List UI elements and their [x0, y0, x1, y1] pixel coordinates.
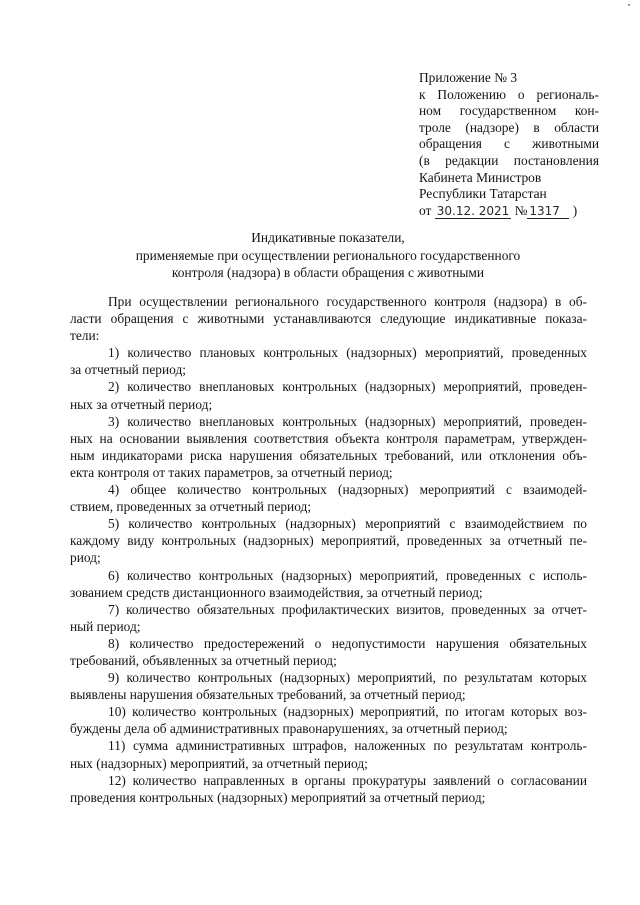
appendix-line-2: ном государственном кон-	[419, 103, 599, 119]
number-prefix: №	[514, 202, 528, 218]
list-item-4	[70, 481, 587, 515]
list-item-3-line: 3) количество внеплановых контрольных (надзорных) мероприятий, проведен-	[108, 413, 587, 429]
list-item-10	[70, 703, 587, 737]
list-item-5-line: 5) количество контрольных (надзорных) мероприятий с взаимодействием по	[108, 516, 587, 532]
list-item-5	[70, 515, 587, 566]
list-item-5-line: риод;	[70, 550, 101, 566]
list-item-12-line: 12) количество направленных в органы прокуратуры заявлений о согласовании	[108, 772, 587, 788]
appendix-block	[419, 70, 599, 219]
list-item-12-line: проведения контрольных (надзорных) мероприятий за отчетный период;	[70, 789, 486, 805]
list-item-3	[70, 413, 587, 481]
closing-paren: )	[572, 202, 578, 218]
document-body	[70, 293, 587, 806]
list-item-7-line: 7) количество обязательных профилактических визитов, проведенных за отчет-	[108, 601, 587, 617]
list-item-6-line: 6) количество контрольных (надзорных) мероприятий, проведенных с исполь-	[108, 567, 587, 583]
list-item-7	[70, 601, 587, 635]
intro-paragraph-line: тели:	[70, 328, 100, 344]
list-item-1	[70, 344, 587, 378]
document-title	[70, 229, 586, 282]
appendix-line-7: Республики Татарстан	[419, 186, 547, 202]
appendix-line-3: троле (надзоре) в области	[419, 119, 599, 135]
list-item-2	[70, 378, 587, 412]
list-item-6-line: зованием средств дистанционного взаимодействия, за отчетный период;	[70, 584, 483, 600]
list-item-11-line: ных (надзорных) мероприятий, за отчетный период;	[70, 755, 368, 771]
intro-paragraph-line: При осуществлении регионального государственного контроля (надзора) в об-	[108, 294, 587, 309]
intro-paragraph	[70, 293, 587, 344]
appendix-line-1: к Положению о региональ-	[419, 86, 599, 102]
intro-paragraph-line: ласти обращения с животными устанавливаются следующие индикативные показа-	[70, 311, 587, 327]
appendix-line-4: обращения с животными	[419, 136, 599, 152]
list-item-4-line: 4) общее количество контрольных (надзорных) мероприятий с взаимодей-	[108, 482, 587, 498]
list-item-3-line: ных на основании выявления соответствия объекта контроля параметрам, утвержден-	[70, 430, 587, 446]
list-item-8-line: 8) количество предостережений о недопустимости нарушения обязательных	[108, 635, 587, 651]
list-item-8-line: требований, объявленных за отчетный период;	[70, 652, 337, 668]
list-item-11	[70, 737, 587, 771]
date-prefix: от	[419, 202, 432, 218]
title-line-0: Индикативные показатели,	[251, 230, 405, 245]
list-item-11-line: 11) сумма административных штрафов, наложенных по результатам контроль-	[108, 738, 587, 754]
list-item-2-line: 2) количество внеплановых контрольных (надзорных) мероприятий, проведен-	[108, 379, 587, 395]
list-item-3-line: ным индикаторами риска нарушения обязательных требований, или отклонения объ-	[70, 447, 587, 463]
list-item-6	[70, 567, 587, 601]
list-item-2-line: ных за отчетный период;	[70, 396, 213, 412]
list-item-5-line: каждому виду контрольных (надзорных) мероприятий, проведенных за отчетный пе-	[70, 533, 587, 549]
list-item-12	[70, 772, 587, 806]
appendix-line-0: Приложение № 3	[419, 70, 518, 85]
handwritten-date: 30.12. 2021	[436, 203, 510, 218]
appendix-line-5: (в редакции постановления	[419, 152, 599, 168]
title-line-2: контроля (надзора) в области обращения с животными	[171, 265, 485, 280]
appendix-line-6: Кабинета Министров	[419, 169, 542, 185]
handwritten-number: 1317	[527, 205, 569, 219]
title-line-1: применяемые при осуществлении регионального государственного	[135, 247, 521, 263]
list-item-9-line: 9) количество контрольных (надзорных) мероприятий, по результатам которых	[108, 670, 587, 686]
list-item-9	[70, 669, 587, 703]
list-item-1-line: за отчетный период;	[70, 362, 186, 378]
appendix-date-line	[419, 203, 599, 220]
list-item-10-line: 10) количество контрольных (надзорных) мероприятий, по итогам которых воз-	[108, 704, 587, 720]
list-item-10-line: буждены дела об административных правонарушениях, за отчетный период;	[70, 721, 508, 737]
list-item-3-line: екта контроля от таких параметров, за отчетный период;	[70, 464, 393, 480]
list-item-9-line: выявлены нарушения обязательных требований, за отчетный период;	[70, 687, 466, 703]
list-item-4-line: ствием, проведенных за отчетный период;	[70, 499, 312, 515]
scan-speck	[628, 4, 630, 6]
list-item-1-line: 1) количество плановых контрольных (надзорных) мероприятий, проведенных	[108, 345, 587, 361]
list-item-8	[70, 635, 587, 669]
list-item-7-line: ный период;	[70, 618, 141, 634]
